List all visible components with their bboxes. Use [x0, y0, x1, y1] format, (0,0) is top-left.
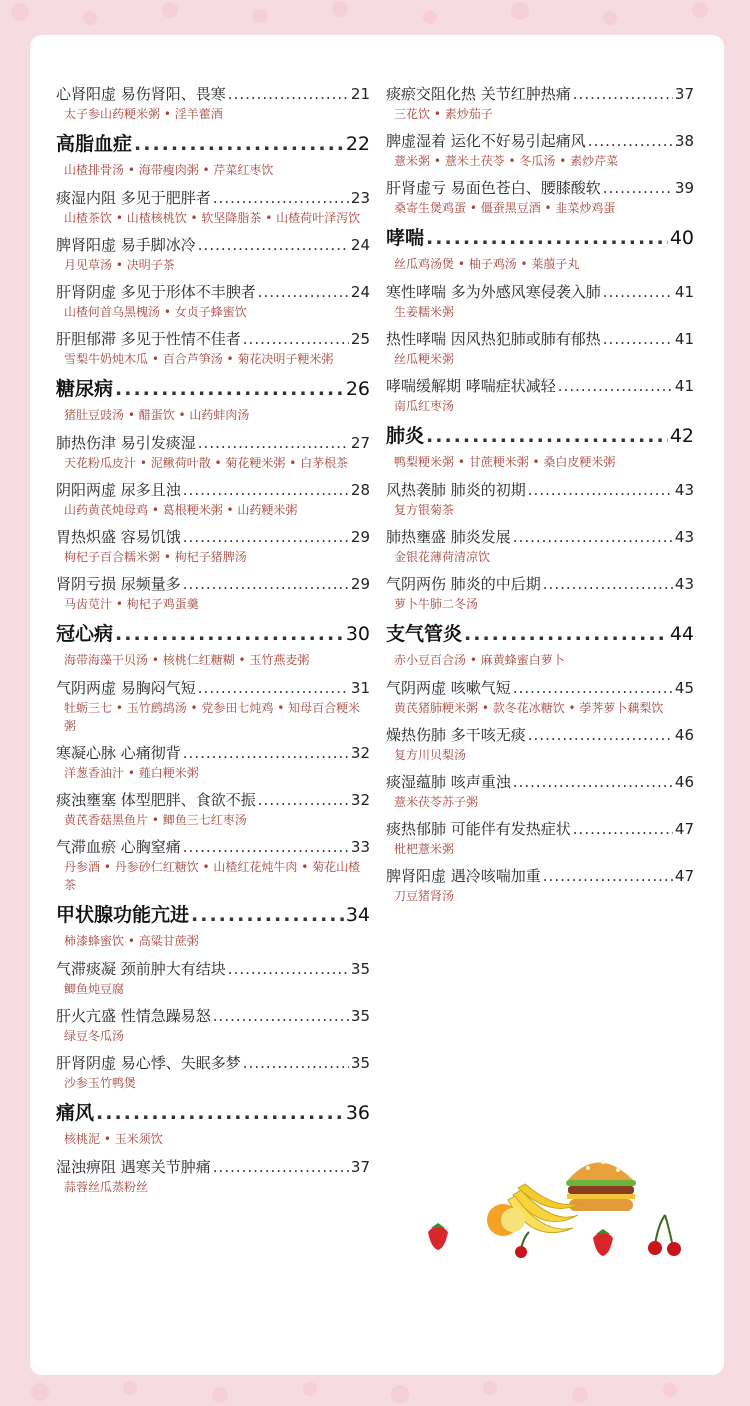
dot-leader	[528, 724, 673, 746]
recipe-list: 山药黄芪炖母鸡 • 葛根粳米粥 • 山药粳米粥	[64, 503, 298, 517]
page-number: 38	[674, 132, 694, 150]
toc-title-line	[386, 479, 694, 501]
toc-right-column	[386, 83, 694, 912]
toc-entry[interactable]	[386, 677, 694, 717]
page-number: 29	[350, 575, 370, 593]
entry-title: 气滞血瘀 心胸窒痛	[56, 838, 181, 856]
recipe-list: 黄芪香菇黑鱼片 • 鲫鱼三七红枣汤	[64, 813, 247, 827]
recipe-list: 薏米茯苓苏子粥	[394, 795, 479, 809]
recipe-list: 雪梨牛奶炖木瓜 • 百合芦笋汤 • 菊花决明子粳米粥	[64, 352, 334, 366]
recipe-list: 桑寄生煲鸡蛋 • 僵蚕黑豆酒 • 韭菜炒鸡蛋	[394, 201, 616, 215]
strawberry-icon	[593, 1229, 613, 1256]
recipe-list: 月见草汤 • 决明子茶	[64, 258, 175, 272]
dot-leader	[603, 177, 673, 199]
toc-title-line	[386, 83, 694, 105]
toc-entry[interactable]	[56, 281, 370, 321]
entry-title: 痰热郁肺 可能伴有发热症状	[386, 820, 571, 838]
dot-leader	[213, 187, 349, 209]
entry-title: 寒凝心脉 心痛彻背	[56, 744, 181, 762]
section-title: 冠心病	[56, 623, 114, 645]
toc-title-line	[386, 526, 694, 548]
recipe-list: 山楂何首乌黑槐汤 • 女贞子蜂蜜饮	[64, 305, 247, 319]
strawberry-icon	[428, 1223, 448, 1250]
recipe-list: 太子参山药粳米粥 • 淫羊藿酒	[64, 107, 223, 121]
entry-title: 脾肾阳虚 易手脚冰冷	[56, 236, 196, 254]
dot-leader	[198, 432, 349, 454]
burger-icon	[566, 1160, 636, 1211]
toc-entry[interactable]	[386, 328, 694, 368]
dot-leader	[258, 789, 349, 811]
entry-title: 心肾阳虚 易伤肾阳、畏寒	[56, 85, 226, 103]
dot-leader	[528, 479, 673, 501]
page-number: 40	[669, 227, 694, 249]
page-number: 35	[350, 1007, 370, 1025]
dot-leader	[426, 224, 668, 252]
recipe-list: 复方川贝梨汤	[394, 748, 467, 762]
toc-entry[interactable]	[386, 177, 694, 217]
recipe-list: 萝卜牛肺二冬汤	[394, 597, 479, 611]
dot-leader	[228, 83, 349, 105]
toc-entry[interactable]	[56, 573, 370, 613]
entry-title: 痰湿内阻 多见于肥胖者	[56, 189, 211, 207]
toc-entry[interactable]	[386, 281, 694, 321]
toc-entry[interactable]	[56, 328, 370, 368]
page-number: 43	[674, 528, 694, 546]
dot-leader	[513, 677, 673, 699]
section-title: 哮喘	[386, 227, 425, 249]
recipe-list: 洋葱香油汁 • 薤白粳米粥	[64, 766, 199, 780]
page-number: 28	[350, 481, 370, 499]
toc-title-line	[56, 328, 370, 350]
entry-title: 肝肾阴虚 多见于形体不丰腴者	[56, 283, 256, 301]
toc-entry[interactable]	[386, 818, 694, 858]
dot-leader	[426, 422, 668, 450]
dot-leader	[543, 573, 673, 595]
toc-title-line	[56, 901, 370, 929]
dot-leader	[134, 130, 344, 158]
page-number: 27	[350, 434, 370, 452]
dot-leader	[183, 836, 349, 858]
recipe-list: 沙参玉竹鸭煲	[64, 1076, 137, 1090]
recipe-list: 枇杷薏米粥	[394, 842, 455, 856]
section-title: 肺炎	[386, 425, 425, 447]
entry-title: 燥热伤肺 多干咳无痰	[386, 726, 526, 744]
dot-leader	[198, 234, 349, 256]
entry-title: 肝肾虚亏 易面色苍白、腰膝酸软	[386, 179, 601, 197]
toc-section-heading[interactable]	[386, 224, 694, 273]
toc-title-line	[56, 1005, 370, 1027]
dot-leader	[183, 526, 349, 548]
section-title: 高脂血症	[56, 133, 133, 155]
entry-title: 肝肾阴虚 易心悸、失眠多梦	[56, 1054, 241, 1072]
entry-title: 气阴两伤 肺炎的中后期	[386, 575, 541, 593]
toc-section-heading[interactable]	[56, 1099, 370, 1148]
dot-leader	[573, 818, 673, 840]
toc-title-line	[56, 83, 370, 105]
page-number: 23	[350, 189, 370, 207]
entry-title: 脾肾阳虚 遇冷咳喘加重	[386, 867, 541, 885]
dot-leader	[464, 620, 668, 648]
recipe-list: 复方银菊茶	[394, 503, 455, 517]
toc-left-column	[56, 83, 370, 1203]
toc-entry[interactable]	[56, 526, 370, 566]
recipe-list: 柿漆蜂蜜饮 • 高粱甘蔗粥	[64, 934, 199, 948]
toc-title-line	[386, 281, 694, 303]
toc-title-line	[386, 422, 694, 450]
page-number: 41	[674, 283, 694, 301]
toc-title-line	[56, 130, 370, 158]
dot-leader	[115, 620, 344, 648]
recipe-list: 生姜糯米粥	[394, 305, 455, 319]
page-number: 39	[674, 179, 694, 197]
toc-entry[interactable]	[386, 865, 694, 905]
recipe-list: 三花饮 • 素炒茄子	[394, 107, 493, 121]
toc-entry[interactable]	[56, 742, 370, 782]
entry-title: 脾虚湿着 运化不好易引起痛风	[386, 132, 586, 150]
toc-title-line	[56, 958, 370, 980]
cherry-icon	[648, 1215, 681, 1256]
toc-section-heading[interactable]	[56, 620, 370, 669]
toc-title-line	[56, 432, 370, 454]
dot-leader	[513, 771, 673, 793]
toc-title-line	[56, 1052, 370, 1074]
recipe-list: 核桃泥 • 玉米须饮	[64, 1132, 163, 1146]
toc-entry[interactable]	[56, 187, 370, 227]
page-number: 37	[350, 1158, 370, 1176]
dot-leader	[183, 742, 349, 764]
dot-leader	[115, 375, 344, 403]
food-illustration	[393, 1120, 693, 1260]
recipe-list: 薏米粥 • 薏米土茯苓 • 冬瓜汤 • 素炒芹菜	[394, 154, 619, 168]
page-number: 25	[350, 330, 370, 348]
toc-title-line	[56, 234, 370, 256]
toc-title-line	[56, 187, 370, 209]
toc-entry[interactable]	[56, 432, 370, 472]
toc-section-heading[interactable]	[386, 620, 694, 669]
dot-leader	[183, 573, 349, 595]
toc-title-line	[56, 742, 370, 764]
toc-entry[interactable]	[386, 130, 694, 170]
entry-title: 热性哮喘 因风热犯肺或肺有郁热	[386, 330, 601, 348]
recipe-list: 鸭梨粳米粥 • 甘蔗粳米粥 • 桑白皮粳米粥	[394, 455, 616, 469]
recipe-list: 猪肚豆豉汤 • 醋蛋饮 • 山药蚌肉汤	[64, 408, 250, 422]
toc-title-line	[56, 479, 370, 501]
page-number: 42	[669, 425, 694, 447]
toc-entry[interactable]	[56, 83, 370, 123]
toc-entry[interactable]	[386, 83, 694, 123]
page-number: 41	[674, 377, 694, 395]
page-number: 46	[674, 726, 694, 744]
page-number: 32	[350, 791, 370, 809]
toc-entry[interactable]	[56, 1052, 370, 1092]
toc-entry[interactable]	[56, 958, 370, 998]
section-title: 支气管炎	[386, 623, 463, 645]
dot-leader	[228, 958, 349, 980]
recipe-list: 丹参酒 • 丹参砂仁红糖饮 • 山楂红花炖牛肉 • 菊花山楂茶	[64, 860, 361, 892]
entry-title: 痰浊壅塞 体型肥胖、食欲不振	[56, 791, 256, 809]
toc-entry[interactable]	[386, 573, 694, 613]
toc-title-line	[56, 375, 370, 403]
toc-entry[interactable]	[386, 479, 694, 519]
dot-leader	[603, 328, 673, 350]
entry-title: 气滞痰凝 颈前肿大有结块	[56, 960, 226, 978]
page-number: 41	[674, 330, 694, 348]
toc-title-line	[386, 375, 694, 397]
page-number: 44	[669, 623, 694, 645]
dot-leader	[96, 1099, 344, 1127]
dot-leader	[191, 901, 344, 929]
entry-title: 肝火亢盛 性情急躁易怒	[56, 1007, 211, 1025]
toc-entry[interactable]	[386, 724, 694, 764]
entry-title: 肾阴亏损 尿频量多	[56, 575, 181, 593]
recipe-list: 山楂排骨汤 • 海带瘦肉粥 • 芹菜红枣饮	[64, 163, 274, 177]
dot-leader	[243, 328, 349, 350]
recipe-list: 山楂茶饮 • 山楂核桃饮 • 软坚降脂茶 • 山楂荷叶泽泻饮	[64, 211, 361, 225]
toc-title-line	[386, 677, 694, 699]
toc-title-line	[386, 620, 694, 648]
page-number: 21	[350, 85, 370, 103]
toc-section-heading[interactable]	[386, 422, 694, 471]
page-number: 29	[350, 528, 370, 546]
page-number: 43	[674, 481, 694, 499]
dot-leader	[558, 375, 673, 397]
section-title: 痛风	[56, 1102, 95, 1124]
recipe-list: 南瓜红枣汤	[394, 399, 455, 413]
page-number: 31	[350, 679, 370, 697]
dot-leader	[213, 1005, 349, 1027]
recipe-list: 丝瓜鸡汤煲 • 柚子鸡汤 • 莱菔子丸	[394, 257, 580, 271]
toc-title-line	[386, 771, 694, 793]
page-number: 36	[345, 1102, 370, 1124]
entry-title: 阴阳两虚 尿多且浊	[56, 481, 181, 499]
dot-leader	[243, 1052, 349, 1074]
page-number: 43	[674, 575, 694, 593]
page-number: 47	[674, 820, 694, 838]
entry-title: 气阴两虚 易胸闷气短	[56, 679, 196, 697]
page-number: 24	[350, 283, 370, 301]
page-number: 30	[345, 623, 370, 645]
dot-leader	[198, 677, 349, 699]
toc-title-line	[386, 724, 694, 746]
recipe-list: 蒜蓉丝瓜蒸粉丝	[64, 1180, 149, 1194]
toc-entry[interactable]	[386, 771, 694, 811]
recipe-list: 刀豆猪肾汤	[394, 889, 455, 903]
entry-title: 胃热炽盛 容易饥饿	[56, 528, 181, 546]
recipe-list: 绿豆冬瓜汤	[64, 1029, 125, 1043]
page-number: 47	[674, 867, 694, 885]
dot-leader	[603, 281, 673, 303]
page-number: 24	[350, 236, 370, 254]
toc-title-line	[56, 789, 370, 811]
recipe-list: 赤小豆百合汤 • 麻黄蜂蜜白萝卜	[394, 653, 565, 667]
section-title: 甲状腺功能亢进	[56, 904, 190, 926]
entry-title: 哮喘缓解期 哮喘症状减轻	[386, 377, 556, 395]
recipe-list: 天花粉瓜皮汁 • 泥鳅荷叶散 • 菊花粳米粥 • 白茅根茶	[64, 456, 349, 470]
toc-title-line	[386, 130, 694, 152]
page-number: 35	[350, 1054, 370, 1072]
recipe-list: 牡蛎三七 • 玉竹鹧鸪汤 • 党参田七炖鸡 • 知母百合粳米粥	[64, 701, 361, 733]
dot-leader	[573, 83, 673, 105]
entry-title: 湿浊痹阻 遇寒关节肿痛	[56, 1158, 211, 1176]
toc-entry[interactable]	[386, 526, 694, 566]
toc-section-heading[interactable]	[56, 130, 370, 179]
page-number: 34	[345, 904, 370, 926]
page-number: 37	[674, 85, 694, 103]
page-number: 26	[345, 378, 370, 400]
page-number: 35	[350, 960, 370, 978]
recipe-list: 枸杞子百合糯米粥 • 枸杞子猪脾汤	[64, 550, 247, 564]
toc-section-heading[interactable]	[56, 901, 370, 950]
toc-title-line	[56, 573, 370, 595]
toc-title-line	[386, 573, 694, 595]
page-number: 45	[674, 679, 694, 697]
toc-entry[interactable]	[56, 479, 370, 519]
toc-title-line	[56, 526, 370, 548]
dot-leader	[513, 526, 673, 548]
toc-title-line	[386, 224, 694, 252]
toc-title-line	[56, 281, 370, 303]
entry-title: 肺热伤津 易引发痰湿	[56, 434, 196, 452]
cherry-icon	[515, 1232, 529, 1258]
dot-leader	[543, 865, 673, 887]
section-title: 糖尿病	[56, 378, 114, 400]
toc-entry[interactable]	[56, 677, 370, 735]
toc-title-line	[56, 836, 370, 858]
recipe-list: 马齿苋汁 • 枸杞子鸡蛋羹	[64, 597, 199, 611]
entry-title: 寒性哮喘 多为外感风寒侵袭入肺	[386, 283, 601, 301]
toc-title-line	[56, 620, 370, 648]
page-number: 46	[674, 773, 694, 791]
toc-entry[interactable]	[56, 1156, 370, 1196]
entry-title: 肺热壅盛 肺炎发展	[386, 528, 511, 546]
recipe-list: 丝瓜粳米粥	[394, 352, 455, 366]
recipe-list: 黄芪猪肺粳米粥 • 款冬花冰糖饮 • 荸荠萝卜藕梨饮	[394, 701, 664, 715]
toc-title-line	[56, 1099, 370, 1127]
entry-title: 痰湿蕴肺 咳声重浊	[386, 773, 511, 791]
toc-title-line	[386, 865, 694, 887]
toc-entry[interactable]	[56, 234, 370, 274]
recipe-list: 海带海藻干贝汤 • 核桃仁红糖糊 • 玉竹燕麦粥	[64, 653, 310, 667]
dot-leader	[588, 130, 673, 152]
entry-title: 风热袭肺 肺炎的初期	[386, 481, 526, 499]
recipe-list: 鲫鱼炖豆腐	[64, 982, 125, 996]
toc-entry[interactable]	[56, 789, 370, 829]
dot-leader	[258, 281, 349, 303]
toc-entry[interactable]	[56, 1005, 370, 1045]
toc-section-heading[interactable]	[56, 375, 370, 424]
page-number: 33	[350, 838, 370, 856]
page-number: 22	[345, 133, 370, 155]
entry-title: 气阴两虚 咳嗽气短	[386, 679, 511, 697]
toc-title-line	[386, 177, 694, 199]
toc-entry[interactable]	[386, 375, 694, 415]
dot-leader	[213, 1156, 349, 1178]
toc-title-line	[386, 328, 694, 350]
recipe-list: 金银花薄荷清凉饮	[394, 550, 491, 564]
dot-leader	[183, 479, 349, 501]
entry-title: 痰瘀交阻化热 关节红肿热痛	[386, 85, 571, 103]
entry-title: 肝胆郁滞 多见于性情不佳者	[56, 330, 241, 348]
toc-title-line	[386, 818, 694, 840]
toc-title-line	[56, 677, 370, 699]
page-number: 32	[350, 744, 370, 762]
toc-title-line	[56, 1156, 370, 1178]
toc-entry[interactable]	[56, 836, 370, 894]
